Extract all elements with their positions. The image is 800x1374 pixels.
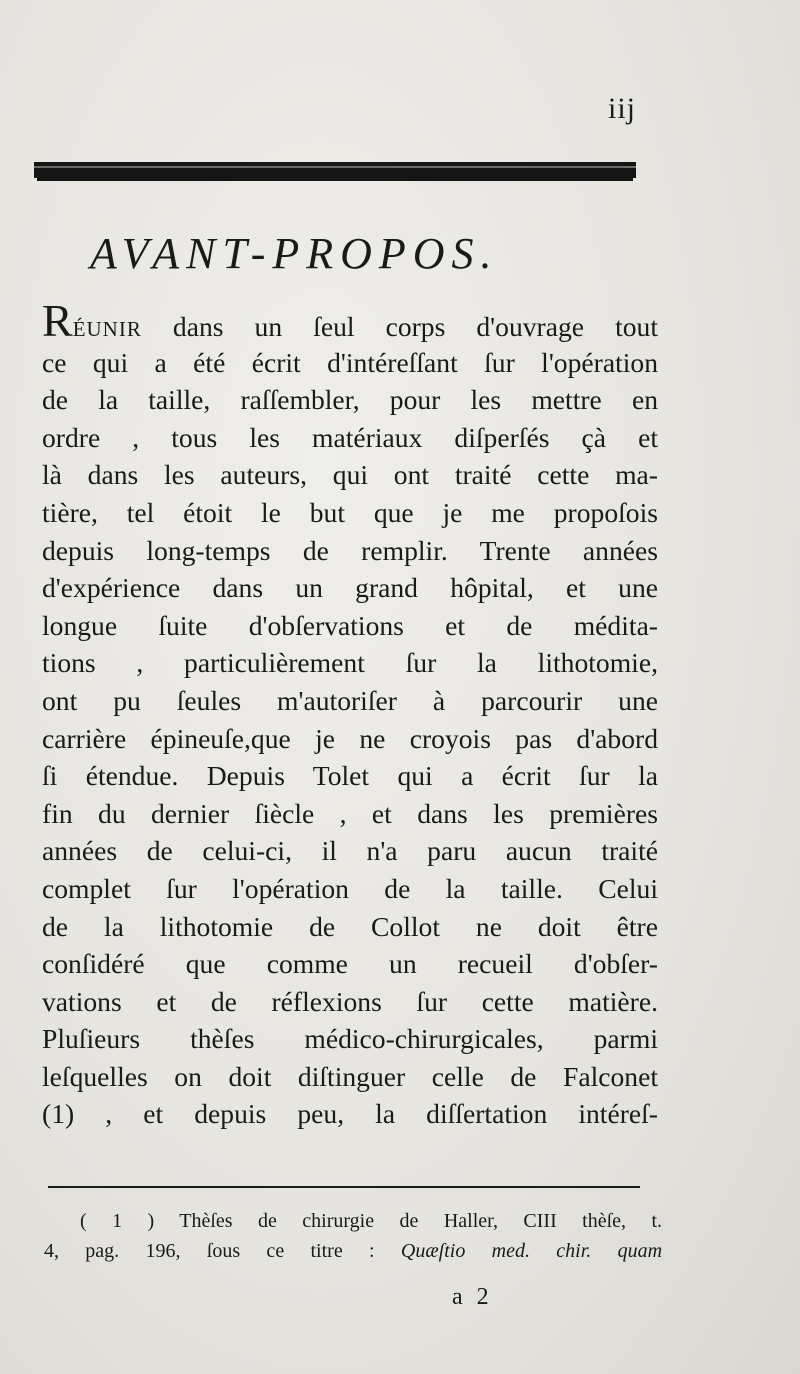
header-rule xyxy=(34,162,636,178)
drop-capital: R xyxy=(42,295,73,346)
text-line-14: fin du dernier ſiècle , et dans les premières xyxy=(42,797,658,829)
text-line-17: de la lithotomie de Collot ne doit être xyxy=(42,910,658,942)
text-line-3: de la taille, raſſembler, pour les mettre en xyxy=(42,384,658,416)
page-number: iij xyxy=(608,92,637,125)
text-line-22: (1) , et depuis peu, la diſſertation intéreſ- xyxy=(42,1098,658,1130)
text-line-16: complet ſur l'opération de la taille. Celui xyxy=(42,872,658,904)
text-line-5: là dans les auteurs, qui ont traité cette ma- xyxy=(42,459,658,491)
body-text xyxy=(42,295,658,1133)
footnote xyxy=(44,1206,662,1266)
footnote-rule xyxy=(48,1186,640,1188)
line-text: dans un ſeul corps d'ouvrage tout xyxy=(141,311,658,342)
text-line-20: Pluſieurs thèſes médico-chirurgicales, parmi xyxy=(42,1023,658,1055)
section-heading: AVANT-PROPOS. xyxy=(90,229,499,278)
text-line-6: tière, tel étoit le but que je me propoſois xyxy=(42,496,658,528)
text-line-4: ordre , tous les matériaux diſperſés çà et xyxy=(42,421,658,453)
text-line-1 xyxy=(42,295,658,346)
text-line-9: longue ſuite d'obſervations et de médita- xyxy=(42,609,658,641)
text-line-21: leſquelles on doit diſtinguer celle de Falconet xyxy=(42,1060,658,1092)
text-line-19: vations et de réflexions ſur cette matière. xyxy=(42,985,658,1017)
text-line-2: ce qui a été écrit d'intéreſſant ſur l'opération xyxy=(42,346,658,378)
signature-mark: a 2 xyxy=(452,1284,493,1310)
text-line-18: conſidéré que comme un recueil d'obſer- xyxy=(42,948,658,980)
text-line-12: carrière épineuſe,que je ne croyois pas d'abord xyxy=(42,722,658,754)
text-line-15: années de celui-ci, il n'a paru aucun traité xyxy=(42,835,658,867)
footnote-line-1: ( 1 ) Thèſes de chirurgie de Haller, CIII thèſe, t. xyxy=(80,1210,662,1232)
small-caps-word: ÉUNIR xyxy=(72,317,142,341)
footnote-line-2 xyxy=(44,1236,662,1266)
text-line-10: tions , particulièrement ſur la lithotomie, xyxy=(42,647,658,679)
text-line-11: ont pu ſeules m'autoriſer à parcourir une xyxy=(42,684,658,716)
footnote-text: 4, pag. 196, ſous ce titre : xyxy=(44,1240,401,1262)
text-line-7: depuis long-temps de remplir. Trente années xyxy=(42,534,658,566)
text-line-8: d'expérience dans un grand hôpital, et une xyxy=(42,572,658,604)
text-line-13: ſi étendue. Depuis Tolet qui a écrit ſur la xyxy=(42,760,658,792)
footnote-latin-title: Quæſtio med. chir. quam xyxy=(400,1240,663,1262)
